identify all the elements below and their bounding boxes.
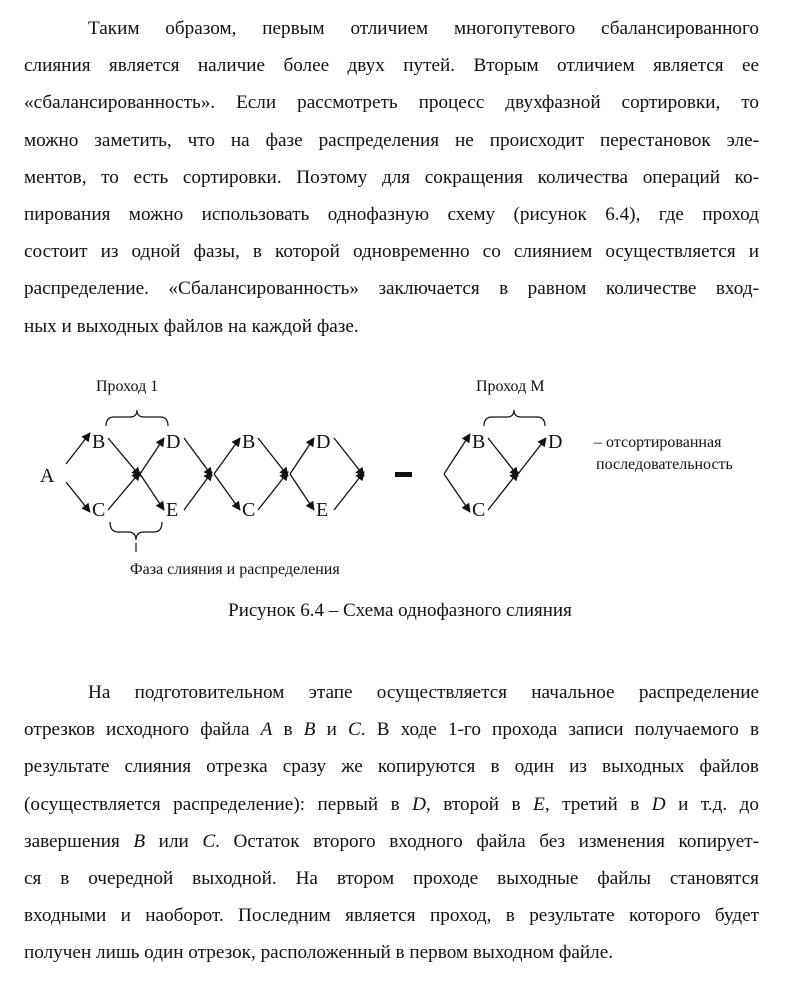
node-a: A [40, 465, 55, 487]
node-b-2: B [242, 431, 256, 453]
paragraph-1-line: ных и выходных файлов на каждой фазе. [24, 315, 359, 337]
paragraph-1-line: пирования можно использовать однофазную схему (рисунок 6.4), где проход [24, 203, 759, 225]
sorted-label-line-2: последовательность [596, 456, 733, 473]
arrow [184, 472, 212, 510]
arrow [290, 438, 314, 474]
text-run: , третий в [544, 793, 652, 815]
text-run: , второй в [426, 793, 534, 815]
paragraph-1-line: слияния является наличие более двух путей. Вторым отличием является ее [24, 55, 759, 77]
arrow [258, 472, 288, 510]
arrow [108, 438, 140, 476]
node-b-1: B [92, 431, 106, 453]
text-run: в [272, 719, 304, 741]
arrow [214, 474, 240, 510]
var-d: D [412, 793, 427, 815]
node-d-2: D [316, 431, 331, 453]
paragraph-1 [24, 10, 759, 345]
figure-caption: Рисунок 6.4 – Схема однофазного слияния [228, 600, 572, 621]
paragraph-2-line [24, 711, 759, 748]
node-e-2: E [316, 499, 329, 521]
node-c-1: C [92, 499, 106, 521]
paragraph-2-line: получен лишь один отрезок, расположенный в первом выходном файле. [24, 942, 614, 964]
text-run: . Остаток второго входного файла без изменения копирует- [215, 830, 759, 852]
paragraph-2-line: результате слияния отрезка сразу же копируются в один из выходных файлов [24, 756, 759, 778]
pass-m-brace [484, 410, 545, 426]
var-c: C [202, 830, 216, 852]
pass-m-label: Проход M [476, 378, 545, 395]
paragraph-2 [24, 674, 759, 972]
ellipsis-dash [395, 472, 412, 477]
paragraph-1-line: распределение. «Сбалансированность» заключается в равном количестве вход- [24, 278, 759, 300]
single-phase-merge-diagram [0, 360, 800, 590]
node-d-1: D [166, 431, 181, 453]
arrow [444, 474, 470, 512]
paragraph-1-line: «сбалансированность». Если рассмотреть процесс двухфазной сортировки, то [24, 92, 759, 114]
var-e: E [533, 793, 545, 815]
pass-1-brace [106, 410, 168, 426]
arrow [108, 472, 140, 510]
sorted-label-line-1: – отсортированная [594, 434, 722, 451]
paragraph-2-line [24, 823, 759, 860]
var-d: D [651, 793, 666, 815]
paragraph-2-line: ся в очередной выходной. На втором проходе выходные файлы становятся [24, 867, 759, 889]
text-run: завершения [24, 830, 134, 852]
pass-1-label: Проход 1 [96, 378, 159, 395]
arrow [214, 438, 240, 474]
arrow [184, 438, 212, 476]
arrow [140, 438, 164, 474]
arrow [518, 438, 546, 474]
phase-brace [110, 522, 162, 540]
paragraph-2-line: входными и наоборот. Последним является проход, в результате которого будет [24, 905, 759, 927]
arrow [258, 438, 288, 476]
paragraph-1-line: можно заметить, что на фазе распределения не происходит перестановок эле- [24, 129, 759, 151]
arrow [290, 474, 314, 510]
text-run: и [315, 719, 348, 741]
paragraph-2-line: На подготовительном этапе осуществляется начальное распределение [88, 682, 759, 703]
arrow [66, 482, 90, 512]
var-a: A [260, 719, 273, 741]
node-b-3: B [472, 431, 486, 453]
text-run: (осуществляется распределение): первый в [24, 793, 413, 815]
text-run: . В ходе 1-го прохода записи получаемого в [360, 719, 759, 741]
phase-label: Фаза слияния и распределения [130, 561, 340, 578]
text-run: отрезков исходного файла [24, 719, 261, 741]
arrow [444, 434, 470, 474]
paragraph-1-line: состоит из одной фазы, в которой одновременно со слиянием осуществляется и [24, 241, 759, 263]
arrow [334, 472, 364, 510]
node-c-3: C [472, 499, 486, 521]
arrow [488, 472, 518, 510]
var-b: B [133, 830, 146, 852]
text-run: или [145, 830, 203, 852]
arrow [66, 433, 90, 464]
node-d-3: D [548, 431, 563, 453]
node-e-1: E [166, 499, 179, 521]
node-c-2: C [242, 499, 256, 521]
paragraph-1-line: ментов, то есть сортировки. Поэтому для сокращения количества операций ко- [24, 166, 759, 188]
arrow [140, 474, 164, 510]
arrow [488, 438, 518, 476]
arrow [334, 438, 364, 476]
var-c: C [347, 719, 361, 741]
var-b: B [303, 719, 316, 741]
paragraph-2-line [24, 786, 759, 823]
text-run: и т.д. до [665, 793, 759, 815]
paragraph-1-line: Таким образом, первым отличием многопутевого сбалансированного [88, 18, 759, 39]
